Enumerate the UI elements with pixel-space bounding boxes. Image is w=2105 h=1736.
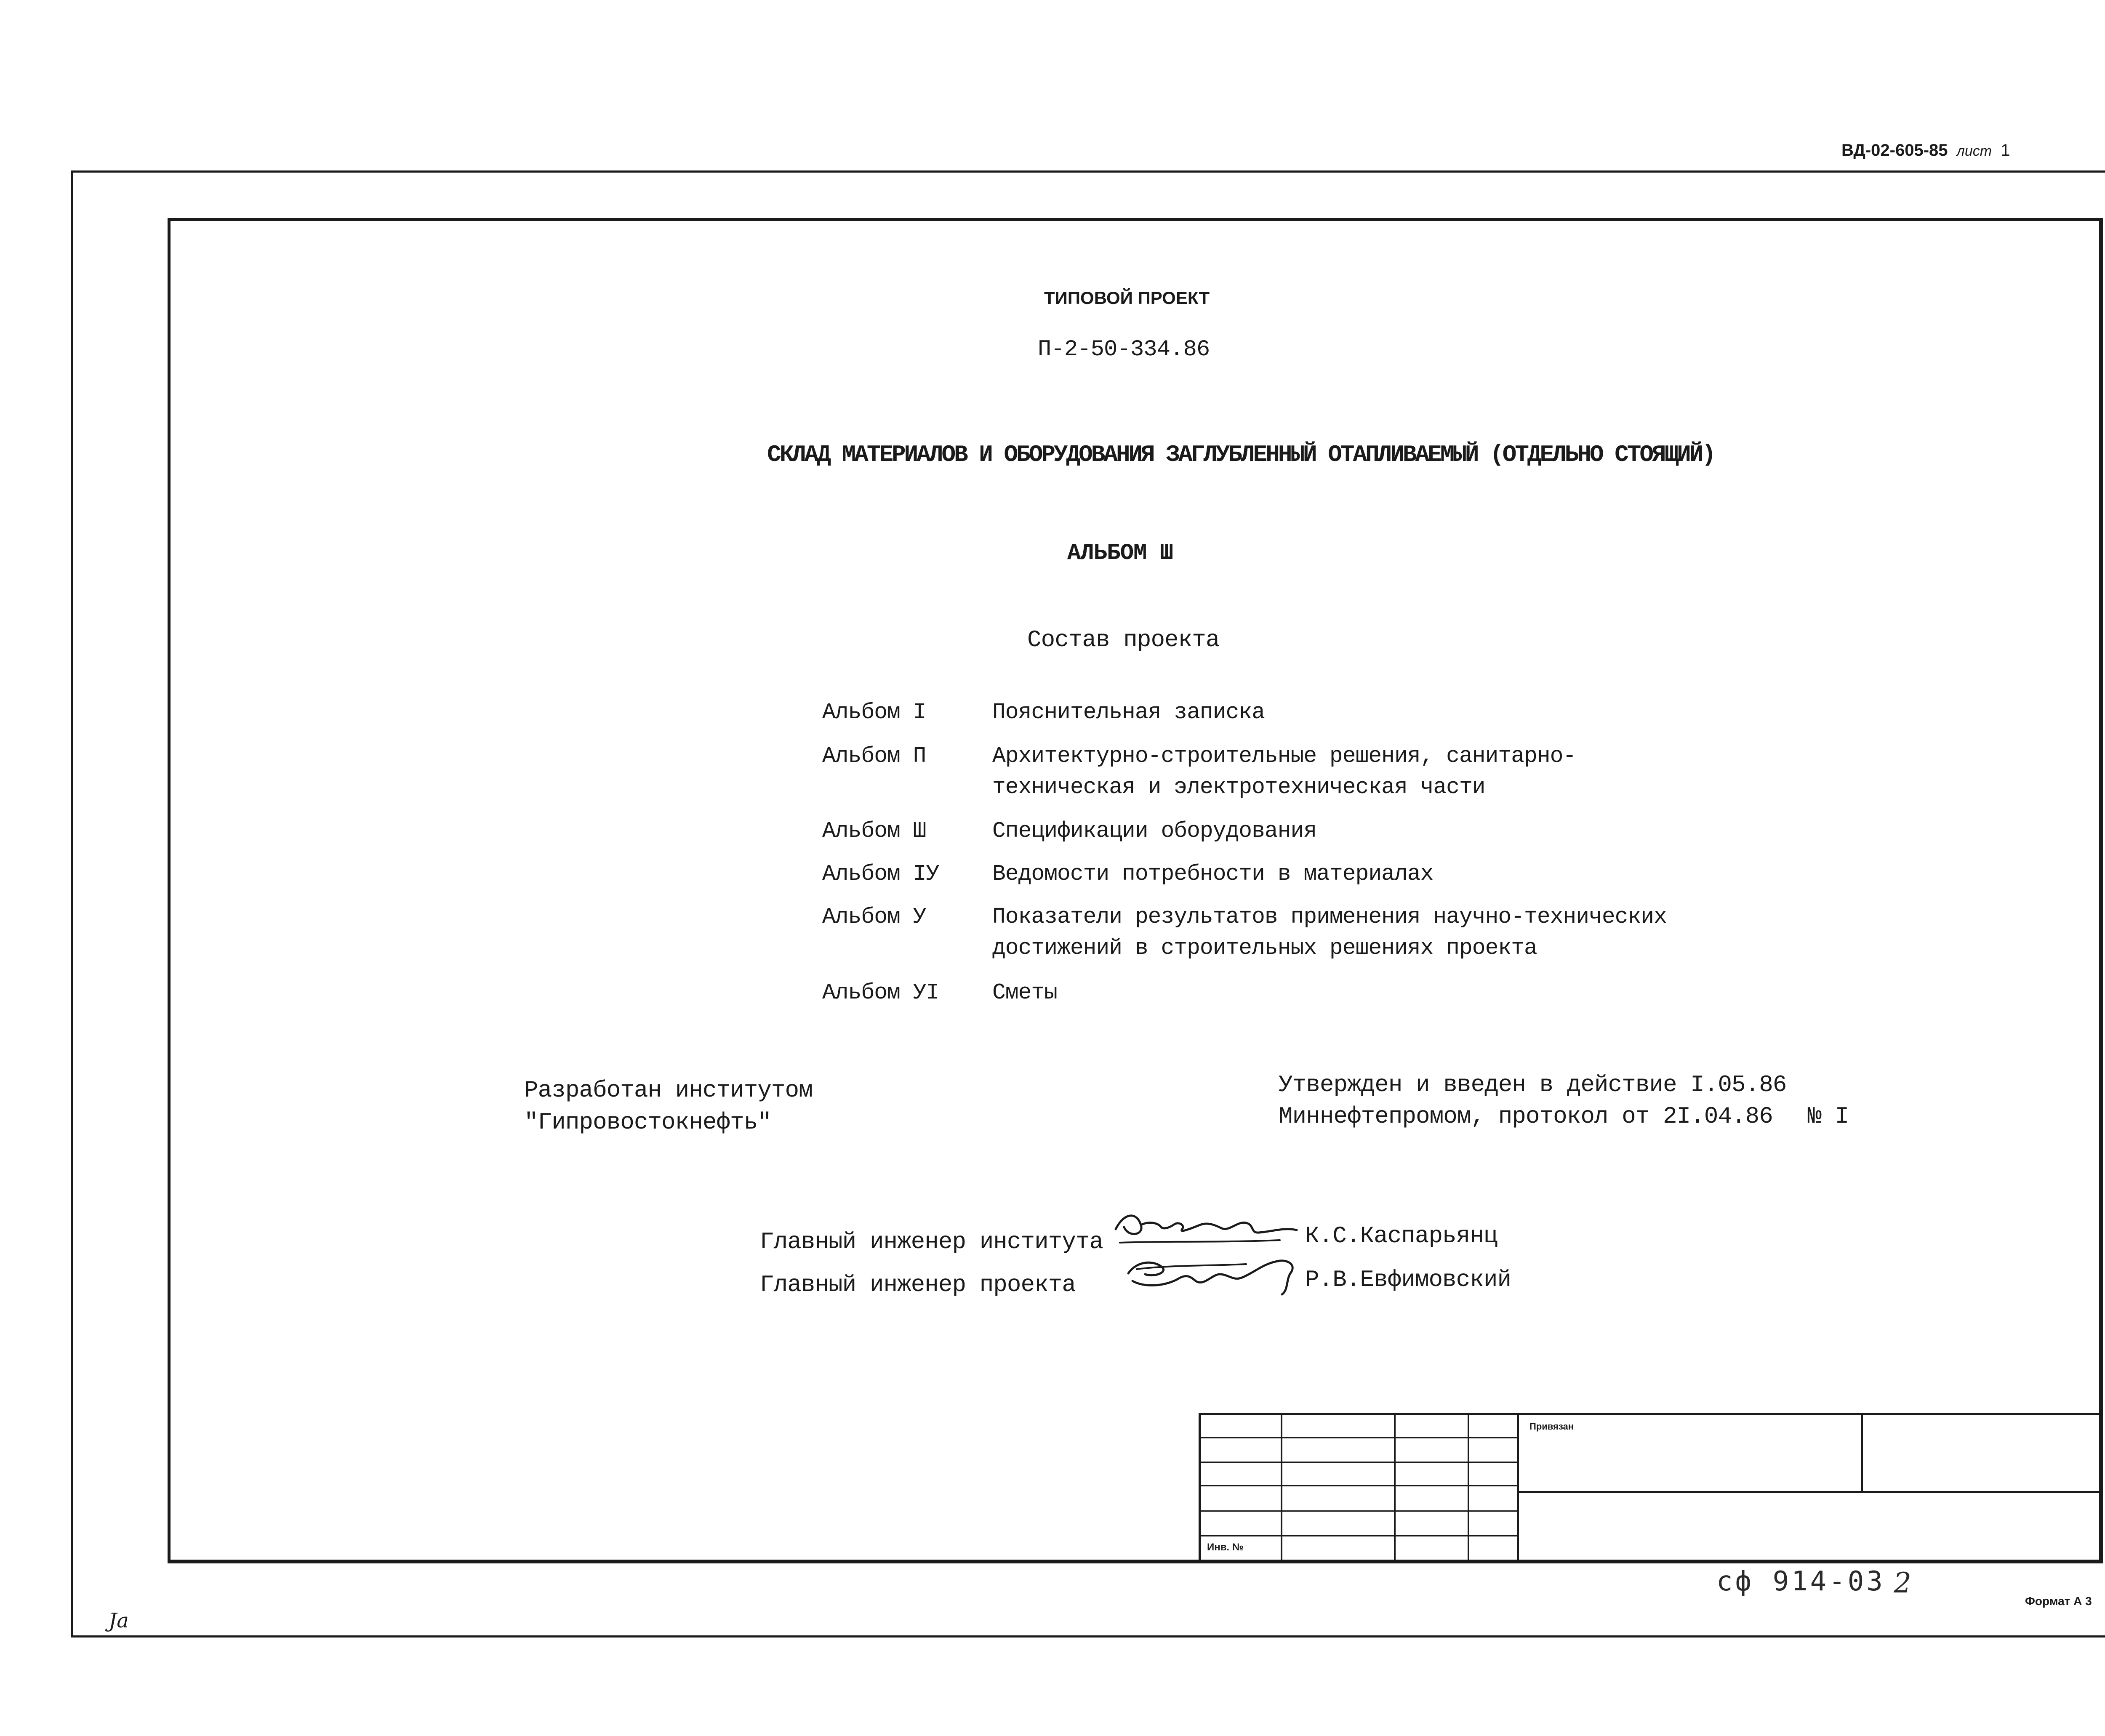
contents-heading: Состав проекта: [1027, 626, 1220, 653]
album-label: Альбом У: [822, 904, 926, 929]
corner-mark: Ja: [109, 1609, 129, 1632]
album-description: Показатели результатов применения научно-технических: [992, 904, 1667, 929]
signatory-role: Главный инженер института: [760, 1228, 1103, 1255]
protocol-number: № I: [1807, 1103, 1849, 1130]
album-description: Архитектурно-строительные решения, санитарно-: [992, 743, 1576, 769]
sheet-word: лист: [1956, 143, 1992, 159]
inventory-label: Инв. №: [1207, 1542, 1244, 1553]
sheet-code: ВД-02-605-85: [1841, 141, 1948, 160]
stamp-block: [1199, 1413, 2103, 1563]
signatory-name: Р.В.Евфимовский: [1305, 1266, 1511, 1293]
album-description: Пояснительная записка: [992, 700, 1265, 725]
album-description: техническая и электротехническая части: [992, 775, 1485, 800]
document-page: 2: [1894, 1567, 1911, 1599]
inner-frame: [168, 218, 2103, 1563]
album-description: Спецификации оборудования: [992, 818, 1317, 844]
document-code: сф 914-03: [1716, 1566, 1885, 1597]
signatory-name: К.С.Каспарьянц: [1305, 1222, 1497, 1249]
signatory-role: Главный инженер проекта: [760, 1271, 1076, 1298]
approval-line-1: Утвержден и введен в действие I.05.86: [1279, 1071, 1787, 1098]
album-label: Альбом IУ: [822, 861, 939, 887]
project-kind: ТИПОВОЙ ПРОЕКТ: [1044, 288, 1210, 308]
album-label: Альбом Ш: [822, 818, 926, 844]
developer-line-2: "Гипровостокнефть": [524, 1109, 771, 1136]
project-number: П-2-50-334.86: [1038, 337, 1210, 362]
signature-chief-institute: [1111, 1204, 1314, 1254]
album-label: Альбом УI: [822, 980, 939, 1005]
album-description: Ведомости потребности в материалах: [992, 861, 1434, 887]
approval-text: Миннефтепромом, протокол от 2I.04.86: [1279, 1103, 1773, 1130]
album-description: Сметы: [992, 980, 1058, 1005]
project-title: СКЛАД МАТЕРИАЛОВ И ОБОРУДОВАНИЯ ЗАГЛУБЛЕННЫЙ ОТАПЛИВАЕМЫЙ (ОТДЕЛЬНО СТОЯЩИЙ): [767, 441, 1715, 468]
format-label: Формат А 3: [2025, 1595, 2092, 1608]
bound-label: Привязан: [1529, 1421, 1574, 1432]
sheet-reference: [1841, 141, 2010, 160]
sheet-number: 1: [2001, 141, 2010, 160]
album-description: достижений в строительных решениях проекта: [992, 935, 1537, 961]
developer-line-1: Разработан институтом: [524, 1077, 813, 1104]
signature-chief-project: [1120, 1248, 1309, 1307]
album-label: Альбом I: [822, 700, 926, 725]
album-title: АЛЬБОМ Ш: [1067, 541, 1173, 566]
approval-line-2: [1279, 1103, 1849, 1130]
album-label: Альбом П: [822, 743, 926, 769]
